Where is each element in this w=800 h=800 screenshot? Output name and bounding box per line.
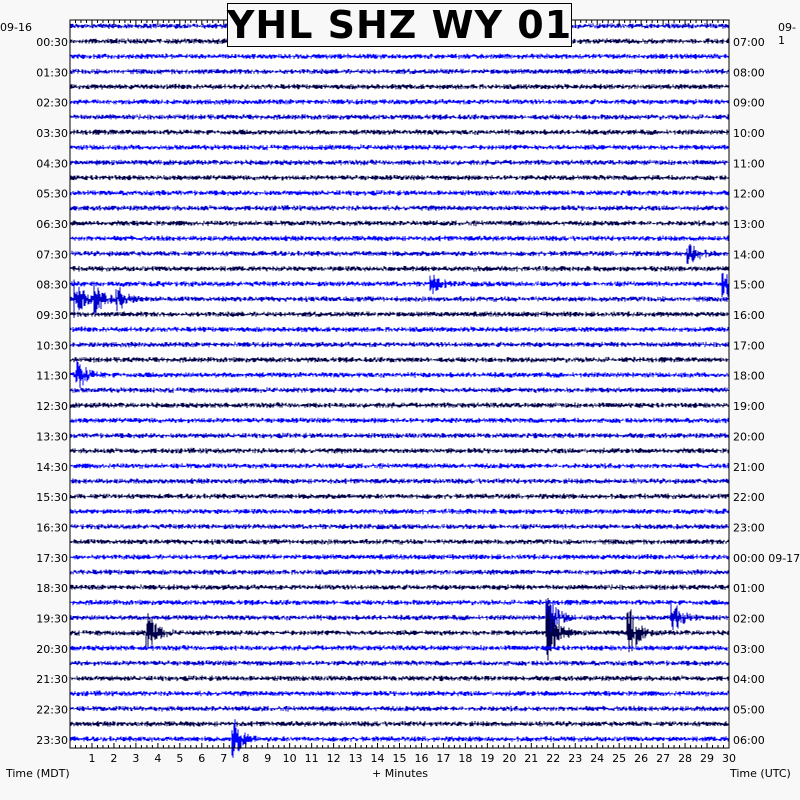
right-tick-label: 19:00 — [733, 400, 765, 414]
left-tick-label: 20:30 — [36, 642, 68, 656]
x-tick-label: 4 — [154, 752, 162, 765]
right-date-label: 09-1 — [778, 21, 796, 47]
right-tick-label: 02:00 — [733, 612, 765, 626]
right-tick-label: 23:00 — [733, 521, 765, 535]
left-tick-label: 15:30 — [36, 491, 68, 505]
left-tick-label: 04:30 — [36, 157, 68, 171]
right-tick-label: 04:00 — [733, 673, 765, 687]
x-tick-label: 30 — [722, 752, 736, 765]
left-tick-label: 22:30 — [36, 703, 68, 717]
left-tick-label: 19:30 — [36, 612, 68, 626]
left-tick-label: 01:30 — [36, 66, 68, 80]
right-tick-label: 09:00 — [733, 96, 765, 110]
right-tick-label: 13:00 — [733, 218, 765, 232]
right-tick-label: 17:00 — [733, 339, 765, 353]
x-tick-label: 7 — [220, 752, 228, 765]
x-tick-label: 11 — [304, 752, 319, 765]
left-tick-label: 10:30 — [36, 339, 68, 353]
right-tick-label: 06:00 — [733, 733, 765, 747]
right-tick-label: 12:00 — [733, 187, 765, 201]
right-tick-label: 10:00 — [733, 127, 765, 141]
left-tick-label: 16:30 — [36, 521, 68, 535]
right-tick-label: 18:00 — [733, 369, 765, 383]
right-tick-label: 14:00 — [733, 248, 765, 262]
x-tick-label: 17 — [436, 752, 451, 765]
x-tick-label: 6 — [198, 752, 206, 765]
right-tick-label: 00:00 09-17 — [733, 551, 800, 565]
x-tick-label: 27 — [656, 752, 671, 765]
left-date-label: 09-16 — [0, 21, 32, 34]
left-tick-label: 09:30 — [36, 309, 68, 323]
right-tick-label: 20:00 — [733, 430, 765, 444]
chart-title-box — [227, 3, 572, 47]
left-tick-label: 17:30 — [36, 551, 68, 565]
x-tick-label: 23 — [568, 752, 583, 765]
x-tick-label: 8 — [242, 752, 250, 765]
x-tick-label: 2 — [110, 752, 118, 765]
x-tick-label: 16 — [414, 752, 429, 765]
left-tick-label: 06:30 — [36, 218, 68, 232]
right-tick-label: 03:00 — [733, 642, 765, 656]
x-tick-label: 19 — [480, 752, 495, 765]
left-axis-title: Time (MDT) — [6, 767, 70, 780]
chart-title: YHL SHZ WY 01 — [226, 3, 573, 47]
left-tick-label: 23:30 — [36, 733, 68, 747]
x-tick-label: 1 — [88, 752, 96, 765]
x-tick-label: 20 — [502, 752, 517, 765]
x-tick-label: 26 — [634, 752, 649, 765]
right-tick-label: 07:00 — [733, 36, 765, 49]
right-tick-label: 15:00 — [733, 278, 765, 292]
left-tick-label: 02:30 — [36, 96, 68, 110]
x-tick-label: 29 — [700, 752, 715, 765]
x-tick-label: 21 — [524, 752, 539, 765]
x-tick-label: 22 — [546, 752, 561, 765]
x-tick-label: 10 — [282, 752, 297, 765]
left-tick-label: 13:30 — [36, 430, 68, 444]
right-tick-label: 08:00 — [733, 66, 765, 80]
left-tick-label: 21:30 — [36, 673, 68, 687]
x-tick-label: 14 — [370, 752, 385, 765]
left-tick-label: 07:30 — [36, 248, 68, 262]
x-axis-title: + Minutes — [372, 767, 429, 780]
right-tick-label: 01:00 — [733, 582, 765, 596]
x-tick-label: 18 — [458, 752, 473, 765]
right-tick-label: 05:00 — [733, 703, 765, 717]
x-tick-label: 5 — [176, 752, 184, 765]
x-tick-label: 9 — [264, 752, 272, 765]
x-tick-label: 13 — [348, 752, 363, 765]
left-tick-label: 08:30 — [36, 278, 68, 292]
left-tick-label: 05:30 — [36, 187, 68, 201]
right-tick-label: 22:00 — [733, 491, 765, 505]
right-tick-label: 21:00 — [733, 460, 765, 474]
left-tick-label: 18:30 — [36, 582, 68, 596]
right-tick-label: 16:00 — [733, 309, 765, 323]
left-tick-label: 14:30 — [36, 460, 68, 474]
right-axis-title: Time (UTC) — [730, 767, 791, 780]
left-tick-label: 00:30 — [36, 36, 68, 49]
left-tick-label: 12:30 — [36, 400, 68, 414]
x-tick-label: 12 — [326, 752, 341, 765]
x-tick-label: 28 — [678, 752, 693, 765]
x-tick-label: 3 — [132, 752, 140, 765]
left-tick-label: 03:30 — [36, 127, 68, 141]
x-tick-label: 15 — [392, 752, 407, 765]
trace-group — [70, 23, 729, 758]
x-tick-label: 25 — [612, 752, 627, 765]
left-tick-label: 11:30 — [36, 369, 68, 383]
right-tick-label: 11:00 — [733, 157, 765, 171]
x-tick-label: 24 — [590, 752, 605, 765]
